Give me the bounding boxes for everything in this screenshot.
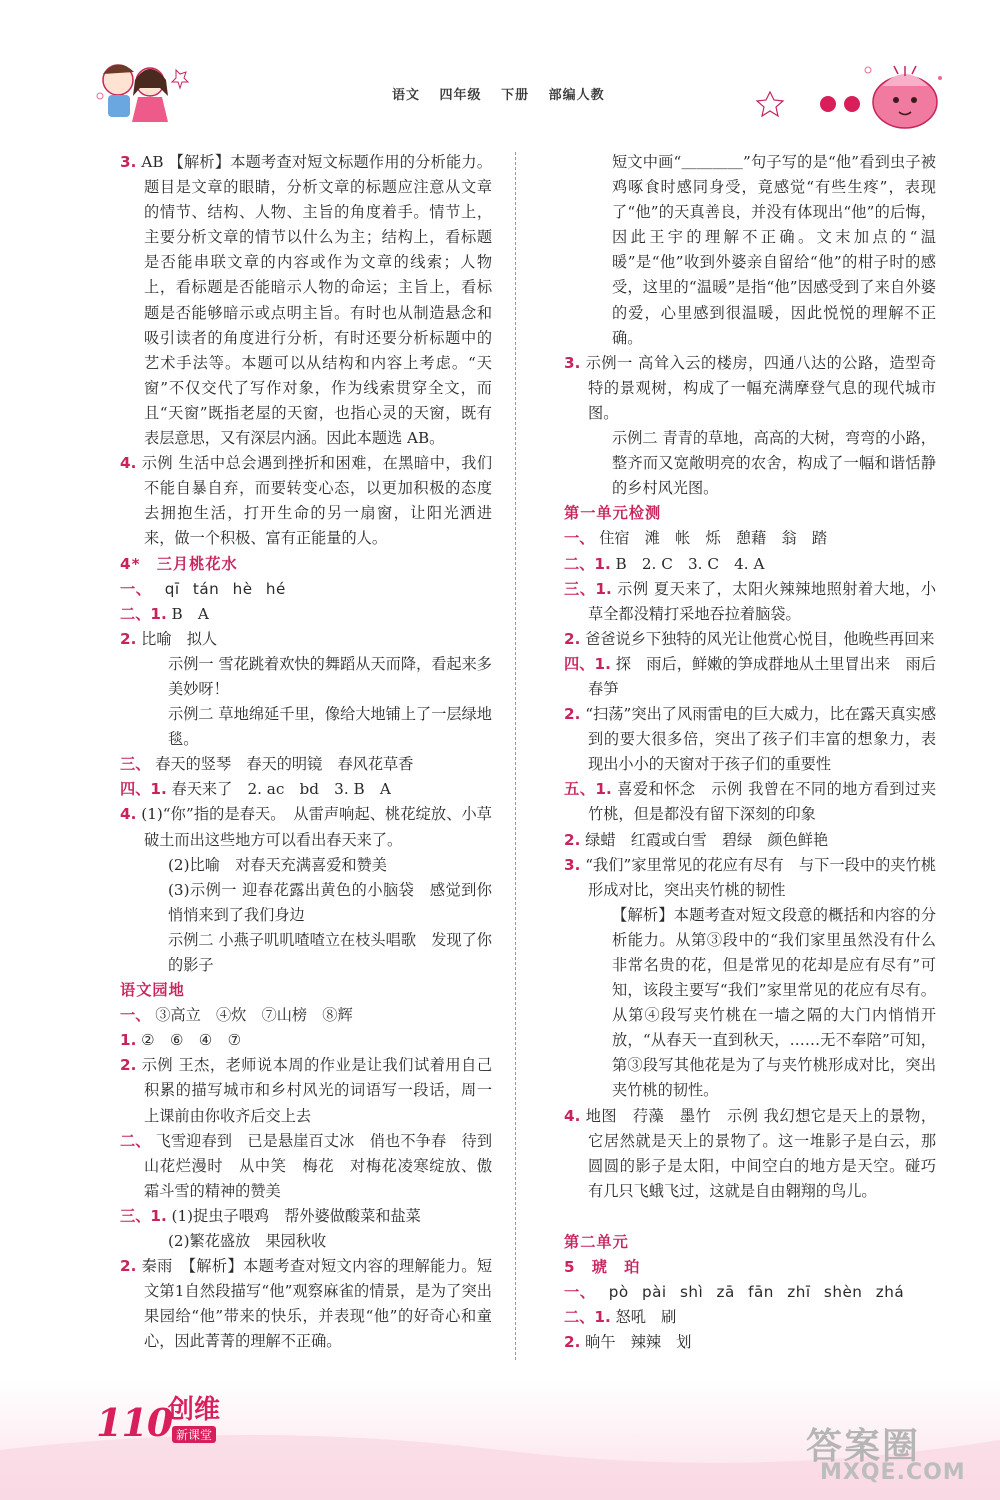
answer-item [564, 627, 936, 652]
answer-item [564, 777, 936, 827]
spacer [564, 1204, 936, 1230]
item-text: 示例 王杰，老师说本周的作业是让我们试着用自己积累的描写城市和乡村风光的词语写一段话，周一上课前由你收齐后交上去 [141, 1056, 493, 1125]
item-text: 4* 三月桃花水 [120, 554, 238, 573]
item-text: “我们”家里常见的花应有尽有 与下一段中的夹竹桃形成对比，突出夹竹桃的韧性 [585, 855, 937, 899]
item-text: (2)繁花盛放 果园秋收 [168, 1232, 327, 1251]
item-text: 爸爸说乡下独特的风光让他赏心悦目，他晚些再回来 [585, 629, 935, 648]
answer-item [564, 526, 936, 551]
item-text: pò pài shì zā fān zhī shèn zhá [608, 1283, 905, 1302]
answer-item [564, 426, 936, 501]
section-title [564, 1255, 936, 1280]
item-number: 二、1. [564, 554, 611, 573]
answer-item [564, 577, 936, 627]
right-column [564, 150, 936, 1355]
item-text: 绿蜡 红霞或白雪 碧绿 颜色鲜艳 [585, 830, 829, 849]
answer-item [120, 1129, 492, 1204]
item-text: 第二单元 [564, 1232, 629, 1251]
answer-item [120, 878, 492, 928]
item-text: 示例一 高耸入云的楼房，四通八达的公路，造型奇特的景观树，构成了一幅充满摩登气息的现代城市图。 [585, 353, 937, 422]
item-number: 4. [564, 1106, 581, 1125]
item-text: 春天来了 2. ac bd 3. B A [171, 780, 391, 799]
column-divider [515, 152, 516, 1360]
answer-item [120, 853, 492, 878]
answer-item [120, 451, 492, 551]
watermark-url: MXQE.COM [820, 1460, 966, 1485]
answer-item [120, 802, 492, 852]
answer-item [564, 150, 936, 351]
answer-item [120, 1028, 492, 1053]
item-number: 四、1. [120, 780, 167, 799]
kids-illustration-icon [97, 64, 188, 122]
answer-item [564, 1330, 936, 1355]
item-text: 示例 夏天来了，太阳火辣辣地照射着大地，小草全都没精打采地吞拉着脑袋。 [588, 579, 937, 623]
header-edition: 部编人教 [548, 88, 605, 103]
item-number: 2. [564, 705, 581, 724]
item-text: 【解析】本题考查对短文段意的概括和内容的分析能力。从第③段中的“我们家里虽然没有什么非常名贵的花，但是常见的花却是应有尽有”可知，该段主要写“我们”家里常见的花应有尽有。从第④段写夹竹桃在一墙之隔的大门内悄悄开放，“从春天一直到秋天，……无不奉陪”可知，第③段写其他花是为了与夹竹桃形成对比，突出夹竹桃的韧性。 [612, 905, 936, 1100]
section-title [564, 1230, 936, 1255]
item-number: 二、1. [564, 1308, 611, 1327]
item-number: 2. [564, 830, 581, 849]
item-number: 一、 [120, 1006, 151, 1025]
answer-item [120, 702, 492, 752]
item-text: 住宿 滩 帐 烁 憩藉 翁 踏 [599, 529, 828, 548]
answer-item [564, 552, 936, 577]
answer-item [120, 1254, 492, 1354]
answer-item [120, 602, 492, 627]
section-title [120, 552, 492, 577]
item-text: 语文园地 [120, 981, 185, 1000]
item-text: 第一单元检测 [564, 504, 662, 523]
item-text: 示例一 雪花跳着欢快的舞蹈从天而降，看起来多美妙呀！ [168, 654, 492, 698]
item-text: 示例二 草地绵延千里，像给大地铺上了一层绿地毯。 [168, 705, 492, 749]
item-text: (2)比喻 对春天充满喜爱和赞美 [168, 855, 387, 874]
page-header [0, 0, 1000, 140]
item-text: B A [171, 604, 209, 623]
item-text: 比喻 拟人 [141, 629, 218, 648]
header-subject: 语文 [392, 88, 421, 103]
item-text: 示例二 小燕子叽叽喳喳立在枝头唱歌 发现了你的影子 [168, 930, 492, 974]
answer-item [564, 1104, 936, 1204]
left-column [120, 150, 492, 1355]
item-text: B 2. C 3. C 4. A [615, 554, 765, 573]
answer-item [120, 1053, 492, 1128]
item-number: 4. [120, 805, 137, 824]
section-title [120, 978, 492, 1003]
header-title [392, 84, 619, 103]
answer-item [564, 903, 936, 1104]
item-number: 1. [120, 1031, 137, 1050]
item-text: ③高立 ④炊 ⑦山榜 ⑧辉 [155, 1006, 353, 1025]
item-text: 喜爱和怀念 示例 我曾在不同的地方看到过夹竹桃，但是都没有留下深刻的印象 [588, 780, 937, 824]
answer-item [120, 577, 492, 602]
item-number: 一、 [564, 529, 595, 548]
section-title [564, 501, 936, 526]
item-text: qī tán hè hé [164, 579, 286, 598]
mascot-icon [865, 66, 942, 128]
item-text: (1)捉虫子喂鸡 帮外婆做酸菜和盐菜 [171, 1206, 421, 1225]
answer-item [564, 1280, 936, 1305]
item-text: 怒吼 刷 [615, 1308, 677, 1327]
item-number: 三、1. [564, 579, 612, 598]
item-number: 3. [564, 353, 581, 372]
answer-item [120, 652, 492, 702]
item-text: 探 雨后，鲜嫩的笋成群地从土里冒出来 雨后春笋 [588, 654, 937, 698]
item-text: 地图 荇藻 墨竹 示例 我幻想它是天上的景物，它居然就是天上的景物了。这一堆影子是白云，那圆圆的影子是太阳，中间空白的地方是天空。碰巧有几只飞蛾飞过，这就是自由翱翔的鸟儿。 [585, 1106, 937, 1200]
answer-item [564, 1305, 936, 1330]
watermark-cn: 答案圈 [806, 1426, 921, 1467]
answer-item [120, 1003, 492, 1028]
brand-logo: 创维 [168, 1395, 221, 1425]
answer-item [120, 928, 492, 978]
header-decoration [0, 0, 1000, 140]
item-number: 2. [564, 629, 581, 648]
item-number: 2. [120, 1257, 137, 1276]
item-text: 示例 生活中总会遇到挫折和困难，在黑暗中，我们不能自暴自弃，而要转变心态，以更加积极的态度去拥抱生活，打开生命的另一扇窗，让阳光洒进来，做一个积极、富有正能量的人。 [141, 454, 493, 548]
item-text: 5 琥 珀 [564, 1258, 641, 1277]
item-number: 二、 [120, 1131, 151, 1150]
item-text: AB 【解析】本题考查对短文标题作用的分析能力。题目是文章的眼睛，分析文章的标题应注意从文章的情节、结构、人物、主旨的角度着手。情节上，主要分析文章的情节以什么为主；结构上，看标题是否能串联文章的内容或作为文章的线索；人物上，看标题是否能暗示人物的命运；主旨上，看标题是否能够暗示或点明主旨。有时也从制造悬念和吸引读者的角度进行分析，有时还要分析标题中的艺术手法等。本题可以从结构和内容上考虑。“天窗”不仅交代了写作对象，作为线索贯穿全文，而且“天窗”既指老屋的天窗，也指心灵的天窗，既有表层意思，又有深层内涵。因此本题选 AB。 [141, 153, 492, 448]
header-grade: 四年级 [439, 88, 482, 103]
item-text: 春天的竖琴 春天的明镜 春风花草香 [155, 755, 414, 774]
item-number: 三、1. [120, 1206, 167, 1225]
answer-item [120, 150, 492, 451]
answer-item [564, 702, 936, 777]
item-number: 五、1. [564, 780, 612, 799]
answer-item [564, 828, 936, 853]
item-number: 四、1. [564, 654, 611, 673]
answer-item [120, 777, 492, 802]
item-number: 三、 [120, 755, 151, 774]
item-number: 二、1. [120, 604, 167, 623]
answer-item [564, 351, 936, 426]
item-number: 一、 [120, 579, 152, 598]
item-text: “扫荡”突出了风雨雷电的巨大威力，比在露天真实感到的要大很多倍，突出了孩子们丰富的想象力，表现出小小的天窗对于孩子们的重要性 [585, 705, 937, 774]
item-number: 一、 [564, 1283, 596, 1302]
page-number: 110 [96, 1400, 173, 1445]
item-text: 晌午 辣辣 划 [585, 1333, 692, 1352]
item-number: 2. [564, 1333, 581, 1352]
item-number: 4. [120, 454, 137, 473]
item-text: 短文中画“＿＿＿＿”句子写的是“他”看到虫子被鸡啄食时感同身受，竟感觉“有些生疼”，表现了“他”的天真善良，并没有体现出“他”的后悔，因此王宇的理解不正确。文末加点的“温暖”是“他”收到外婆亲自留给“他”的柑子时的感受，这里的“温暖”是指“他”因感受到了来自外婆的爱，心里感到很温暖，因此悦悦的理解不正确。 [612, 153, 936, 347]
item-text: (1)“你”指的是春天。 从雷声响起、桃花绽放、小草破土而出这些地方可以看出春天来了。 [141, 805, 492, 849]
answer-item [564, 652, 936, 702]
answer-item [120, 1204, 492, 1229]
brand-subtitle: 新课堂 [172, 1426, 216, 1443]
answer-item [120, 1229, 492, 1254]
item-text: 示例二 青青的草地，高高的大树，弯弯的小路，整齐而又宽敞明亮的农舍，构成了一幅和谐恬静的乡村风光图。 [612, 429, 936, 498]
answer-item [120, 627, 492, 652]
item-number: 2. [120, 1056, 137, 1075]
item-number: 3. [564, 855, 581, 874]
item-text: (3)示例一 迎春花露出黄色的小脑袋 感觉到你悄悄来到了我们身边 [168, 880, 492, 924]
item-number: 3. [120, 153, 137, 171]
item-text: 飞雪迎春到 已是悬崖百丈冰 俏也不争春 待到山花烂漫时 从中笑 梅花 对梅花凌寒绽放、傲霜斗雪的精神的赞美 [144, 1131, 493, 1200]
answer-item [120, 752, 492, 777]
item-text: 秦雨 【解析】本题考查对短文内容的理解能力。短文第1自然段描写“他”观察麻雀的情景，是为了突出果园给“他”带来的快乐，并表现“他”的好奇心和童心，因此菁菁的理解不正确。 [141, 1257, 493, 1351]
answer-item [564, 853, 936, 903]
header-volume: 下册 [501, 88, 530, 103]
item-text: ② ⑥ ④ ⑦ [141, 1031, 242, 1050]
item-number: 2. [120, 629, 137, 648]
